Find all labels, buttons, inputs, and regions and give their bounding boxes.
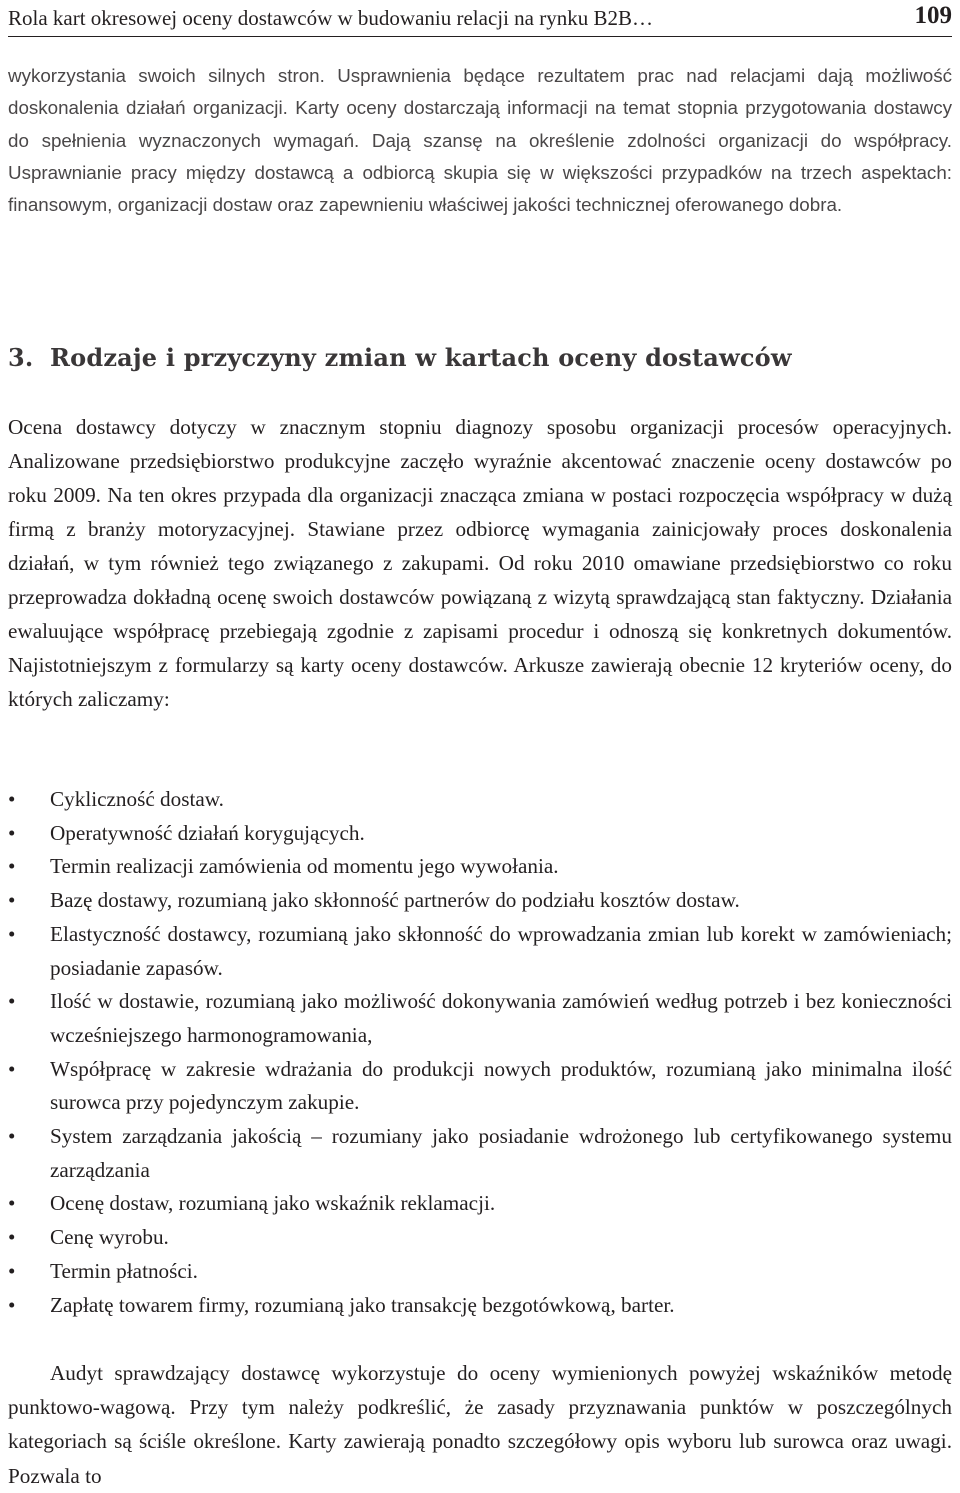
criteria-text: Ilość w dostawie, rozumianą jako możliwość dokonywania zamówień według potrzeb i bez konieczności wcześniejszego harmonogramowania, (50, 989, 952, 1047)
criteria-text: Cykliczność dostaw. (50, 787, 224, 811)
criteria-item (0, 817, 952, 851)
bullet-marker: • (8, 1124, 16, 1149)
criteria-text: Zapłatę towarem firmy, rozumianą jako transakcję bezgotówkową, barter. (50, 1292, 675, 1317)
bullet-marker: • (8, 1258, 16, 1283)
section-heading (8, 338, 952, 378)
running-title: Rola kart okresowej oceny dostawców w budowaniu relacji na rynku B2B… (8, 6, 654, 30)
bullet-marker: • (8, 1292, 16, 1317)
criteria-item (0, 918, 952, 985)
page-number: 109 (914, 2, 952, 29)
criteria-item (0, 1053, 952, 1120)
criteria-item (0, 1187, 952, 1221)
criteria-text: Operatywność działań korygujących. (50, 820, 365, 845)
section-number: 3. (8, 343, 34, 372)
paragraph-evaluation: Ocena dostawcy dotyczy w znacznym stopniu diagnozy sposobu organizacji procesów operacyjnych. Analizowane przedsiębiorstwo produkcyjne zaczęło wyraźnie akcentować znaczenie oceny dostawców po roku 2009. Na ten okres przypada dla organizacji znacząca zmiana w postaci rozpoczęcia współpracy w dużą firmą z branży motoryzacyjnej. Stawiane przez odbiorcę wymagania zainicjowały proces doskonalenia działań, w tym również tego związanego z zakupami. Od roku 2010 omawiane przedsiębiorstwo co roku przeprowadza dokładną ocenę swoich dostawców powiązaną z wizytą sprawdzającą stan faktyczny. Działania ewaluujące współpracę przebiegają zgodnie z zapisami procedur i odnoszą się konkretnych dokumentów. Najistotniejszym z formularzy są karty oceny dostawców. Arkusze zawierają obecnie 12 kryteriów oceny, do których zaliczamy: (8, 415, 952, 712)
criteria-text: Współpracę w zakresie wdrażania do produkcji nowych produktów, rozumianą jako minimalna ilość surowca przy pojedynczym zakupie. (50, 1056, 952, 1115)
criteria-item (0, 1221, 952, 1255)
bullet-marker: • (8, 989, 16, 1014)
bullet-marker: • (8, 888, 16, 913)
criteria-text: Ocenę dostaw, rozumianą jako wskaźnik reklamacji. (50, 1191, 496, 1216)
criteria-text: Cenę wyrobu. (50, 1225, 169, 1250)
criteria-list (0, 783, 952, 1322)
criteria-item (0, 850, 952, 884)
bullet-marker: • (8, 921, 16, 946)
bullet-marker: • (8, 1056, 16, 1081)
criteria-item (0, 1255, 952, 1289)
criteria-text: Bazę dostawy, rozumianą jako skłonność partnerów do podziału kosztów dostaw. (50, 888, 740, 913)
criteria-text: Elastyczność dostawcy, rozumianą jako skłonność do wprowadzania zmian lub korekt w zamówieniach; posiadanie zapasów. (50, 921, 952, 980)
section-title: Rodzaje i przyczyny zmian w kartach oceny dostawców (50, 343, 792, 372)
criteria-item (0, 1289, 952, 1323)
paragraph-intro: wykorzystania swoich silnych stron. Usprawnienia będące rezultatem prac nad relacjami dają możliwość doskonalenia działań organizacji. Karty oceny dostarczają informacji na temat stopnia przygotowania dostawcy do spełnienia wyznaczonych wymagań. Dają szansę na określenie zdolności organizacji do współpracy. Usprawnianie pracy między dostawcą a odbiorcą skupia się w większości przypadków na trzech aspektach: finansowym, organizacji dostaw oraz zapewnieniu właściwej jakości technicznej oferowanego dobra. (8, 65, 952, 216)
criteria-text: System zarządzania jakością – rozumiany jako posiadanie wdrożonego lub certyfikowanego systemu zarządzania (50, 1124, 952, 1182)
bullet-marker: • (8, 820, 16, 845)
criteria-item (0, 985, 952, 1052)
running-header (8, 2, 952, 37)
paragraph-audit: Audyt sprawdzający dostawcę wykorzystuje do oceny wymienionych powyżej wskaźników metodę punktowo-wagową. Przy tym należy podkreślić, że zasady przyznawania punktów w poszczególnych kategoriach są ściśle określone. Karty zawierają ponadto szczegółowy opis wyboru lub surowca oraz uwagi. Pozwala to (8, 1361, 952, 1488)
bullet-marker: • (8, 854, 16, 879)
bullet-marker: • (8, 1225, 16, 1250)
criteria-text: Termin realizacji zamówienia od momentu jego wywołania. (50, 854, 559, 879)
criteria-item (0, 1120, 952, 1187)
bullet-marker: • (8, 1191, 16, 1216)
criteria-text: Termin płatności. (50, 1258, 198, 1283)
criteria-item (0, 884, 952, 918)
bullet-marker: • (8, 787, 16, 811)
criteria-item (0, 783, 952, 817)
